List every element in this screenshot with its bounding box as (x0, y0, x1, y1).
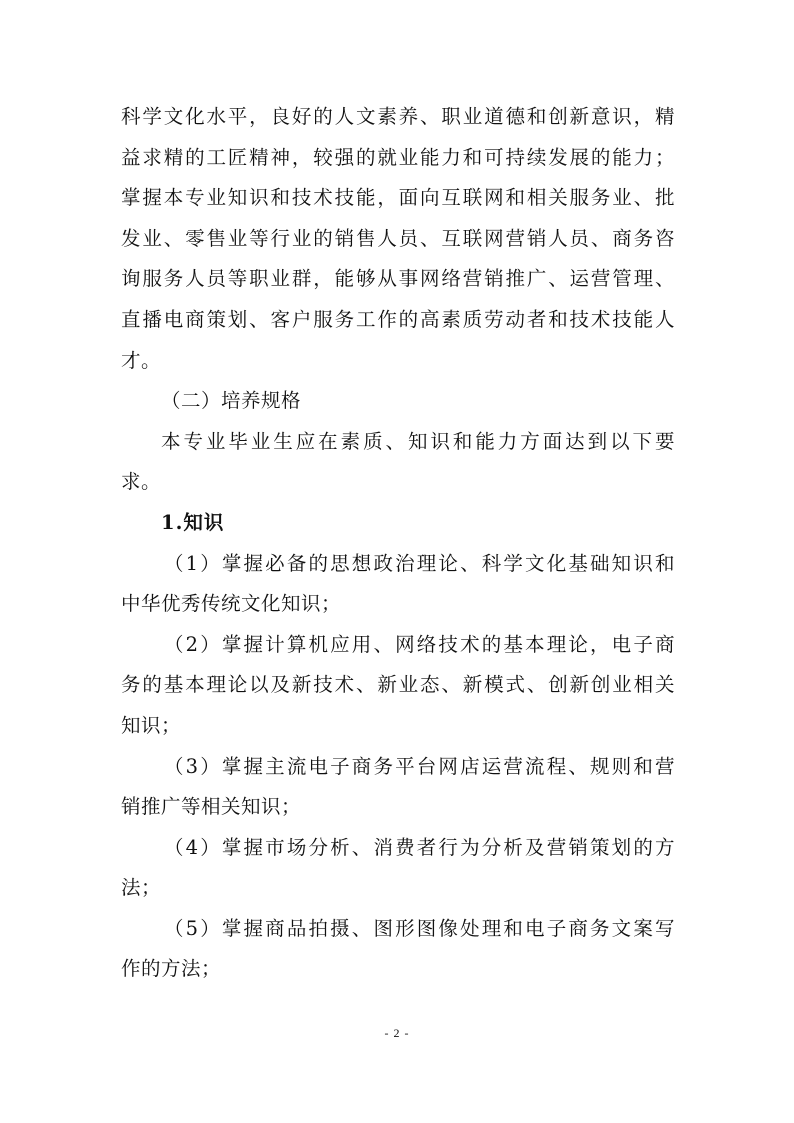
list-item-line: （2）掌握计算机应用、网络技术的基本理论，电子商 (164, 632, 675, 656)
list-item-line: 作的方法； (121, 957, 222, 981)
list-item-line: 中华优秀传统文化知识； (121, 592, 342, 616)
list-item-line: 销推广等相关知识； (121, 795, 302, 819)
list-item-line: （5）掌握商品拍摄、图形图像处理和电子商务文案写 (164, 916, 675, 940)
list-item-line: 法； (121, 876, 162, 900)
list-item-line: （1）掌握必备的思想政治理论、科学文化基础知识和 (164, 551, 675, 575)
paragraph-line: 求。 (121, 470, 162, 494)
page-number: - 2 - (384, 1026, 410, 1040)
paragraph-line: 直播电商策划、客户服务工作的高素质劳动者和技术技能人 (121, 307, 675, 331)
list-item-line: （4）掌握市场分析、消费者行为分析及营销策划的方 (164, 835, 675, 859)
paragraph-line: 本专业毕业生应在素质、知识和能力方面达到以下要 (161, 429, 675, 453)
list-item-line: 务的基本理论以及新技术、新业态、新模式、创新创业相关 (121, 673, 675, 697)
subsection-heading: 1.知识 (161, 510, 225, 534)
list-item-line: 知识； (121, 713, 182, 737)
paragraph-line: 询服务人员等职业群，能够从事网络营销推广、运营管理、 (121, 267, 675, 291)
paragraph-line: 掌握本专业知识和技术技能，面向互联网和相关服务业、批 (121, 186, 675, 210)
paragraph-line: 科学文化水平，良好的人文素养、职业道德和创新意识，精 (121, 105, 675, 128)
body-text (121, 97, 675, 990)
section-heading: （二）培养规格 (161, 389, 302, 413)
paragraph-line: 益求精的工匠精神，较强的就业能力和可持续发展的能力； (121, 145, 675, 169)
paragraph-line: 才。 (121, 348, 162, 372)
list-item-line: （3）掌握主流电子商务平台网店运营流程、规则和营 (164, 754, 675, 778)
paragraph-line: 发业、零售业等行业的销售人员、互联网营销人员、商务咨 (121, 226, 675, 250)
